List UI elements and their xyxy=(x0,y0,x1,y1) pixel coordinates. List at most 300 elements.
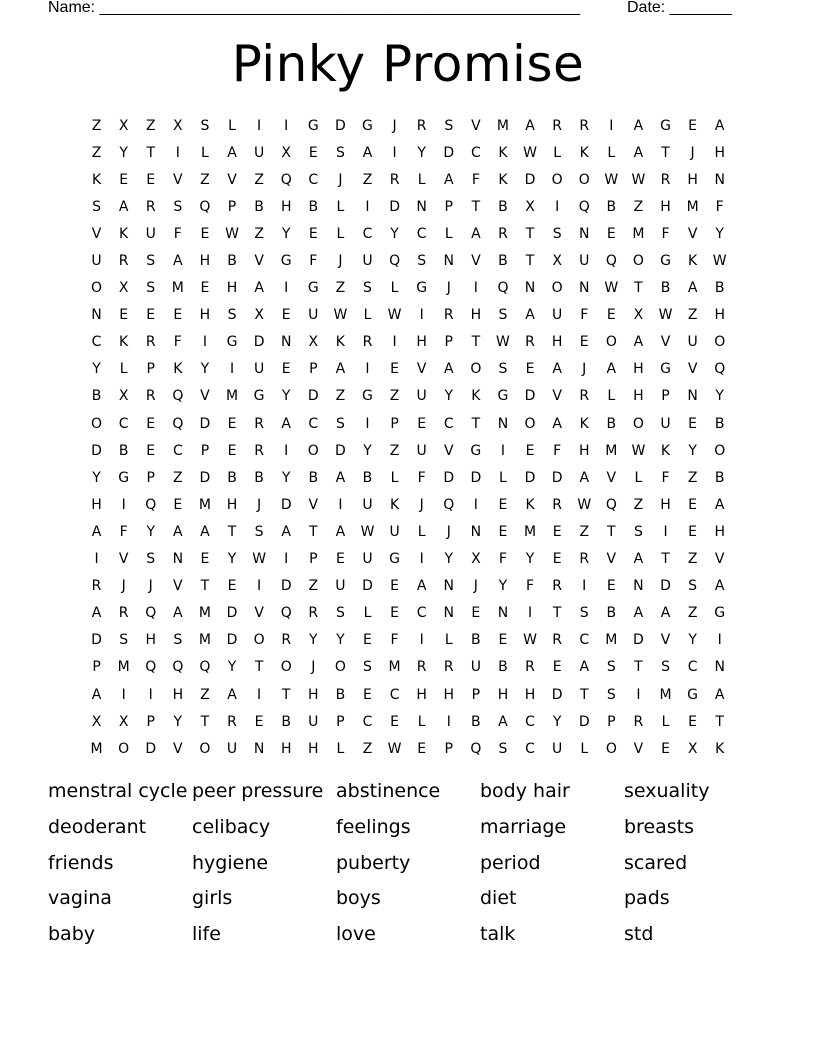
grid-letter: J xyxy=(473,578,478,595)
grid-letter: H xyxy=(416,334,427,351)
grid-letter: B xyxy=(714,415,725,432)
date-field[interactable]: Date: _______ xyxy=(627,0,732,16)
grid-letter: T xyxy=(634,659,643,676)
name-field[interactable]: Name: ______________________________________________________ xyxy=(48,0,581,16)
grid-letter: F xyxy=(580,307,589,324)
grid-letter: B xyxy=(254,198,264,215)
grid-letter: I xyxy=(202,334,207,351)
grid-letter: H xyxy=(470,307,482,324)
grid-letter: D xyxy=(524,388,536,405)
grid-letter: H xyxy=(660,198,671,215)
grid-letter: D xyxy=(524,469,536,486)
grid-letter: V xyxy=(118,551,129,568)
grid-letter: Q xyxy=(199,198,211,215)
grid-letter: L xyxy=(553,144,562,161)
grid-letter: C xyxy=(443,415,454,432)
grid-letter: B xyxy=(118,442,129,459)
grid-letter: L xyxy=(336,225,345,242)
grid-letter: S xyxy=(335,415,345,432)
grid-letter: I xyxy=(257,686,262,703)
grid-letter: Y xyxy=(688,442,697,459)
grid-letter: O xyxy=(524,415,536,432)
grid-letter: P xyxy=(607,713,616,730)
grid-letter: U xyxy=(308,713,319,730)
grid-letter: X xyxy=(525,198,535,215)
word-list-item: friends xyxy=(48,851,114,874)
grid-letter: C xyxy=(308,171,319,188)
grid-letter: D xyxy=(253,334,265,351)
grid-letter: W xyxy=(712,253,727,270)
grid-letter: S xyxy=(173,198,183,215)
grid-letter: P xyxy=(390,415,399,432)
grid-letter: M xyxy=(117,659,130,676)
grid-letter: T xyxy=(471,198,481,215)
grid-letter: Y xyxy=(525,551,535,568)
grid-letter: K xyxy=(688,253,698,270)
grid-letter: X xyxy=(118,117,129,134)
grid-letter: I xyxy=(257,578,262,595)
grid-letter: T xyxy=(281,686,291,703)
grid-letter: I xyxy=(446,713,451,730)
grid-letter: I xyxy=(473,280,478,297)
grid-letter: P xyxy=(661,388,670,405)
grid-letter: S xyxy=(254,523,264,540)
grid-letter: H xyxy=(199,307,211,324)
grid-letter: D xyxy=(633,632,644,649)
grid-letter: E xyxy=(227,578,237,595)
grid-letter: H xyxy=(308,740,319,757)
word-list-item: breasts xyxy=(624,815,695,838)
grid-letter: O xyxy=(91,280,103,297)
grid-letter: H xyxy=(172,686,184,703)
grid-letter: R xyxy=(362,334,373,351)
grid-letter: A xyxy=(633,551,644,568)
grid-letter: S xyxy=(92,198,101,215)
grid-letter: I xyxy=(229,361,235,378)
grid-letter: V xyxy=(606,551,617,568)
grid-letter: L xyxy=(336,198,345,215)
grid-letter: R xyxy=(118,605,129,622)
grid-letter: U xyxy=(416,442,427,459)
grid-letter: E xyxy=(688,713,698,730)
grid-letter: W xyxy=(496,334,510,351)
grid-letter: L xyxy=(363,605,372,622)
grid-letter: W xyxy=(360,523,375,540)
grid-letter: Y xyxy=(715,225,724,242)
grid-letter: J xyxy=(311,659,316,676)
grid-letter: O xyxy=(118,740,130,757)
grid-letter: H xyxy=(443,686,455,703)
grid-letter: A xyxy=(525,307,535,324)
header xyxy=(48,0,768,20)
grid-letter: Q xyxy=(578,198,590,215)
grid-letter: G xyxy=(362,117,373,134)
grid-letter: H xyxy=(660,496,671,513)
grid-letter: M xyxy=(605,632,618,649)
grid-letter: G xyxy=(280,253,292,270)
grid-letter: T xyxy=(525,225,535,242)
grid-letter: E xyxy=(281,361,291,378)
grid-letter: U xyxy=(552,740,563,757)
grid-letter: U xyxy=(226,740,238,757)
grid-letter: L xyxy=(661,713,670,730)
grid-letter: W xyxy=(631,442,646,459)
word-list-item: puberty xyxy=(336,851,411,874)
grid-letter: R xyxy=(579,117,590,134)
grid-letter: E xyxy=(417,415,427,432)
grid-letter: X xyxy=(471,551,481,568)
grid-letter: K xyxy=(335,334,345,351)
grid-letter: A xyxy=(552,415,562,432)
grid-letter: Z xyxy=(389,442,400,459)
grid-letter: K xyxy=(579,415,589,432)
grid-letter: U xyxy=(308,307,319,324)
grid-letter: I xyxy=(419,632,424,649)
grid-letter: T xyxy=(146,144,156,161)
grid-letter: P xyxy=(146,469,155,486)
grid-letter: Z xyxy=(91,144,102,161)
grid-letter: S xyxy=(335,144,345,161)
grid-letter: E xyxy=(606,225,616,242)
grid-letter: G xyxy=(660,117,671,134)
word-list-item: talk xyxy=(480,923,516,946)
grid-letter: O xyxy=(470,361,482,378)
grid-letter: N xyxy=(416,198,427,215)
grid-letter: Q xyxy=(389,253,401,270)
grid-letter: J xyxy=(338,253,343,270)
grid-letter: A xyxy=(633,117,644,134)
grid-letter: A xyxy=(91,523,102,540)
grid-letter: E xyxy=(552,551,562,568)
grid-letter: S xyxy=(444,117,454,134)
grid-letter: G xyxy=(226,334,238,351)
grid-letter: V xyxy=(606,469,617,486)
grid-letter: S xyxy=(119,632,129,649)
grid-letter: E xyxy=(688,523,698,540)
grid-letter: A xyxy=(118,198,129,215)
grid-letter: B xyxy=(281,713,291,730)
grid-letter: F xyxy=(417,469,426,486)
grid-letter: E xyxy=(227,415,237,432)
grid-letter: H xyxy=(226,496,238,513)
grid-letter: D xyxy=(524,171,536,188)
grid-letter: N xyxy=(578,225,590,242)
grid-letter: R xyxy=(91,578,102,595)
grid-letter: G xyxy=(307,117,319,134)
grid-letter: Z xyxy=(389,388,400,405)
grid-letter: E xyxy=(606,578,616,595)
grid-letter: L xyxy=(228,117,236,134)
grid-letter: N xyxy=(714,171,725,188)
grid-letter: D xyxy=(280,578,292,595)
grid-letter: D xyxy=(91,442,102,459)
grid-letter: J xyxy=(148,578,153,595)
grid-letter: K xyxy=(579,144,589,161)
grid-letter: H xyxy=(633,388,644,405)
grid-letter: R xyxy=(416,659,427,676)
grid-letter: F xyxy=(173,334,182,351)
grid-letter: S xyxy=(227,307,237,324)
grid-letter: Q xyxy=(145,605,157,622)
grid-letter: K xyxy=(498,144,508,161)
grid-letter: G xyxy=(362,388,373,405)
word-list-item: marriage xyxy=(480,815,567,838)
grid-letter: P xyxy=(336,713,345,730)
grid-letter: V xyxy=(633,740,644,757)
grid-letter: R xyxy=(660,171,671,188)
grid-letter: F xyxy=(498,551,507,568)
grid-letter: B xyxy=(498,198,508,215)
grid-letter: I xyxy=(365,415,370,432)
grid-letter: V xyxy=(687,361,698,378)
grid-letter: A xyxy=(606,361,617,378)
grid-letter: T xyxy=(579,686,589,703)
word-list-item: hygiene xyxy=(192,851,269,874)
grid-letter: R xyxy=(389,171,400,188)
grid-letter: V xyxy=(443,442,454,459)
grid-letter: B xyxy=(498,659,508,676)
grid-letter: D xyxy=(199,469,211,486)
grid-letter: Q xyxy=(605,496,617,513)
grid-letter: K xyxy=(471,388,481,405)
grid-letter: C xyxy=(525,740,535,757)
word-list-item: pads xyxy=(624,887,670,910)
grid-letter: L xyxy=(634,469,643,486)
grid-letter: M xyxy=(90,740,103,757)
grid-letter: O xyxy=(91,415,103,432)
grid-letter: D xyxy=(226,632,238,649)
grid-letter: T xyxy=(200,578,210,595)
grid-letter: D xyxy=(199,415,211,432)
grid-letter: D xyxy=(470,469,482,486)
grid-letter: Z xyxy=(362,740,373,757)
grid-letter: H xyxy=(551,334,563,351)
grid-letter: E xyxy=(471,605,481,622)
grid-letter: M xyxy=(659,686,672,703)
grid-letter: Z xyxy=(335,388,346,405)
grid-letter: Z xyxy=(687,605,698,622)
grid-letter: E xyxy=(688,496,698,513)
grid-letter: W xyxy=(631,171,646,188)
grid-letter: Z xyxy=(633,496,644,513)
grid-letter: A xyxy=(633,144,644,161)
grid-letter: Y xyxy=(146,523,156,540)
grid-letter: V xyxy=(471,253,481,270)
grid-letter: M xyxy=(524,523,537,540)
grid-letter: L xyxy=(444,632,453,649)
grid-letter: I xyxy=(717,632,722,649)
grid-letter: I xyxy=(284,117,289,134)
word-list-item: love xyxy=(336,923,376,946)
grid-letter: Q xyxy=(172,388,184,405)
grid-letter: E xyxy=(552,523,562,540)
grid-letter: B xyxy=(308,198,319,215)
grid-letter: S xyxy=(363,659,372,676)
grid-letter: B xyxy=(254,469,264,486)
grid-letter: V xyxy=(660,632,671,649)
grid-letter: J xyxy=(446,280,451,297)
word-list-item: girls xyxy=(192,887,233,910)
grid-letter: D xyxy=(307,388,319,405)
grid-letter: U xyxy=(253,144,265,161)
grid-letter: X xyxy=(118,388,129,405)
grid-letter: S xyxy=(498,361,508,378)
grid-letter: V xyxy=(200,388,210,405)
grid-letter: V xyxy=(91,225,102,242)
grid-letter: F xyxy=(661,225,670,242)
grid-letter: A xyxy=(471,225,481,242)
grid-letter: E xyxy=(390,713,399,730)
grid-letter: U xyxy=(552,307,563,324)
grid-letter: T xyxy=(607,523,616,540)
grid-letter: N xyxy=(443,578,454,595)
grid-letter: R xyxy=(525,334,535,351)
grid-letter: R xyxy=(552,578,562,595)
grid-letter: O xyxy=(551,280,563,297)
grid-letter: W xyxy=(658,307,673,324)
grid-letter: R xyxy=(579,388,590,405)
grid-letter: J xyxy=(690,144,695,161)
grid-letter: W xyxy=(523,144,537,161)
grid-letter: U xyxy=(389,523,400,540)
grid-letter: G xyxy=(253,388,265,405)
grid-letter: E xyxy=(390,578,399,595)
grid-letter: U xyxy=(416,388,427,405)
grid-letter: K xyxy=(715,740,725,757)
grid-letter: O xyxy=(253,632,265,649)
grid-letter: I xyxy=(663,523,668,540)
grid-letter: I xyxy=(473,496,478,513)
grid-letter: P xyxy=(444,334,453,351)
grid-letter: L xyxy=(417,523,426,540)
grid-letter: D xyxy=(145,740,157,757)
grid-letter: E xyxy=(606,307,616,324)
grid-letter: E xyxy=(308,225,318,242)
grid-letter: W xyxy=(523,632,537,649)
grid-letter: A xyxy=(227,144,237,161)
grid-letter: V xyxy=(227,171,237,188)
grid-letter: I xyxy=(175,144,180,161)
grid-letter: O xyxy=(551,171,563,188)
grid-letter: S xyxy=(363,280,372,297)
grid-letter: S xyxy=(498,307,508,324)
grid-letter: R xyxy=(281,632,292,649)
grid-letter: N xyxy=(443,605,454,622)
grid-letter: Z xyxy=(200,686,210,703)
grid-letter: M xyxy=(388,659,401,676)
grid-letter: Y xyxy=(363,442,372,459)
word-list-item: body hair xyxy=(480,780,570,802)
grid-letter: I xyxy=(284,280,289,297)
grid-letter: Y xyxy=(119,144,128,161)
grid-letter: Q xyxy=(145,496,157,513)
word-list-item: diet xyxy=(480,887,517,910)
grid-letter: P xyxy=(146,361,155,378)
grid-letter: R xyxy=(227,713,237,730)
grid-letter: X xyxy=(687,740,698,757)
grid-letter: K xyxy=(660,442,671,459)
grid-letter: Q xyxy=(280,171,292,188)
grid-letter: B xyxy=(335,686,346,703)
grid-letter: Y xyxy=(92,469,101,486)
grid-letter: F xyxy=(526,578,535,595)
grid-letter: Q xyxy=(280,605,292,622)
grid-letter: E xyxy=(579,334,589,351)
grid-letter: Y xyxy=(227,551,237,568)
grid-letter: D xyxy=(91,632,102,649)
grid-letter: A xyxy=(335,469,346,486)
grid-letter: S xyxy=(552,225,562,242)
grid-letter: Q xyxy=(199,659,211,676)
grid-letter: E xyxy=(363,686,372,703)
grid-letter: T xyxy=(661,144,670,161)
grid-letter: O xyxy=(605,334,617,351)
grid-letter: S xyxy=(498,740,508,757)
grid-letter: E xyxy=(173,307,183,324)
grid-letter: U xyxy=(470,659,481,676)
grid-letter: F xyxy=(173,225,182,242)
grid-letter: N xyxy=(470,523,482,540)
grid-letter: V xyxy=(416,361,427,378)
grid-letter: A xyxy=(714,496,725,513)
grid-letter: N xyxy=(714,659,725,676)
grid-letter: D xyxy=(443,469,455,486)
grid-letter: Y xyxy=(281,225,291,242)
grid-letter: Y xyxy=(417,144,426,161)
grid-letter: Z xyxy=(145,117,156,134)
grid-letter: W xyxy=(252,551,267,568)
grid-letter: L xyxy=(417,713,426,730)
word-list-item: period xyxy=(480,851,541,874)
grid-letter: A xyxy=(633,334,644,351)
grid-letter: S xyxy=(606,659,616,676)
grid-letter: A xyxy=(714,578,725,595)
grid-letter: W xyxy=(577,496,592,513)
grid-letter: A xyxy=(714,117,725,134)
grid-letter: T xyxy=(200,713,210,730)
grid-letter: P xyxy=(444,740,453,757)
grid-letter: H xyxy=(578,442,590,459)
grid-letter: N xyxy=(578,280,590,297)
grid-letter: E xyxy=(498,523,508,540)
grid-letter: S xyxy=(633,523,643,540)
grid-letter: I xyxy=(636,686,641,703)
grid-letter: O xyxy=(578,171,590,188)
grid-letter: K xyxy=(389,496,400,513)
grid-letter: V xyxy=(254,253,264,270)
grid-letter: M xyxy=(605,442,618,459)
grid-letter: E xyxy=(146,415,156,432)
grid-letter: D xyxy=(362,578,373,595)
word-list-item: deoderant xyxy=(48,815,147,838)
grid-letter: N xyxy=(280,334,292,351)
grid-letter: J xyxy=(582,361,587,378)
grid-letter: X xyxy=(118,280,129,297)
grid-letter: U xyxy=(335,578,346,595)
grid-letter: L xyxy=(607,144,616,161)
grid-letter: N xyxy=(687,388,698,405)
grid-letter: U xyxy=(687,334,698,351)
grid-letter: T xyxy=(634,280,643,297)
grid-letter: Y xyxy=(444,388,454,405)
grid-letter: A xyxy=(714,686,725,703)
grid-letter: O xyxy=(632,415,644,432)
word-list-item: std xyxy=(624,923,654,946)
grid-letter: C xyxy=(579,632,590,649)
grid-letter: A xyxy=(335,523,346,540)
grid-letter: X xyxy=(308,334,319,351)
grid-letter: I xyxy=(257,117,262,134)
